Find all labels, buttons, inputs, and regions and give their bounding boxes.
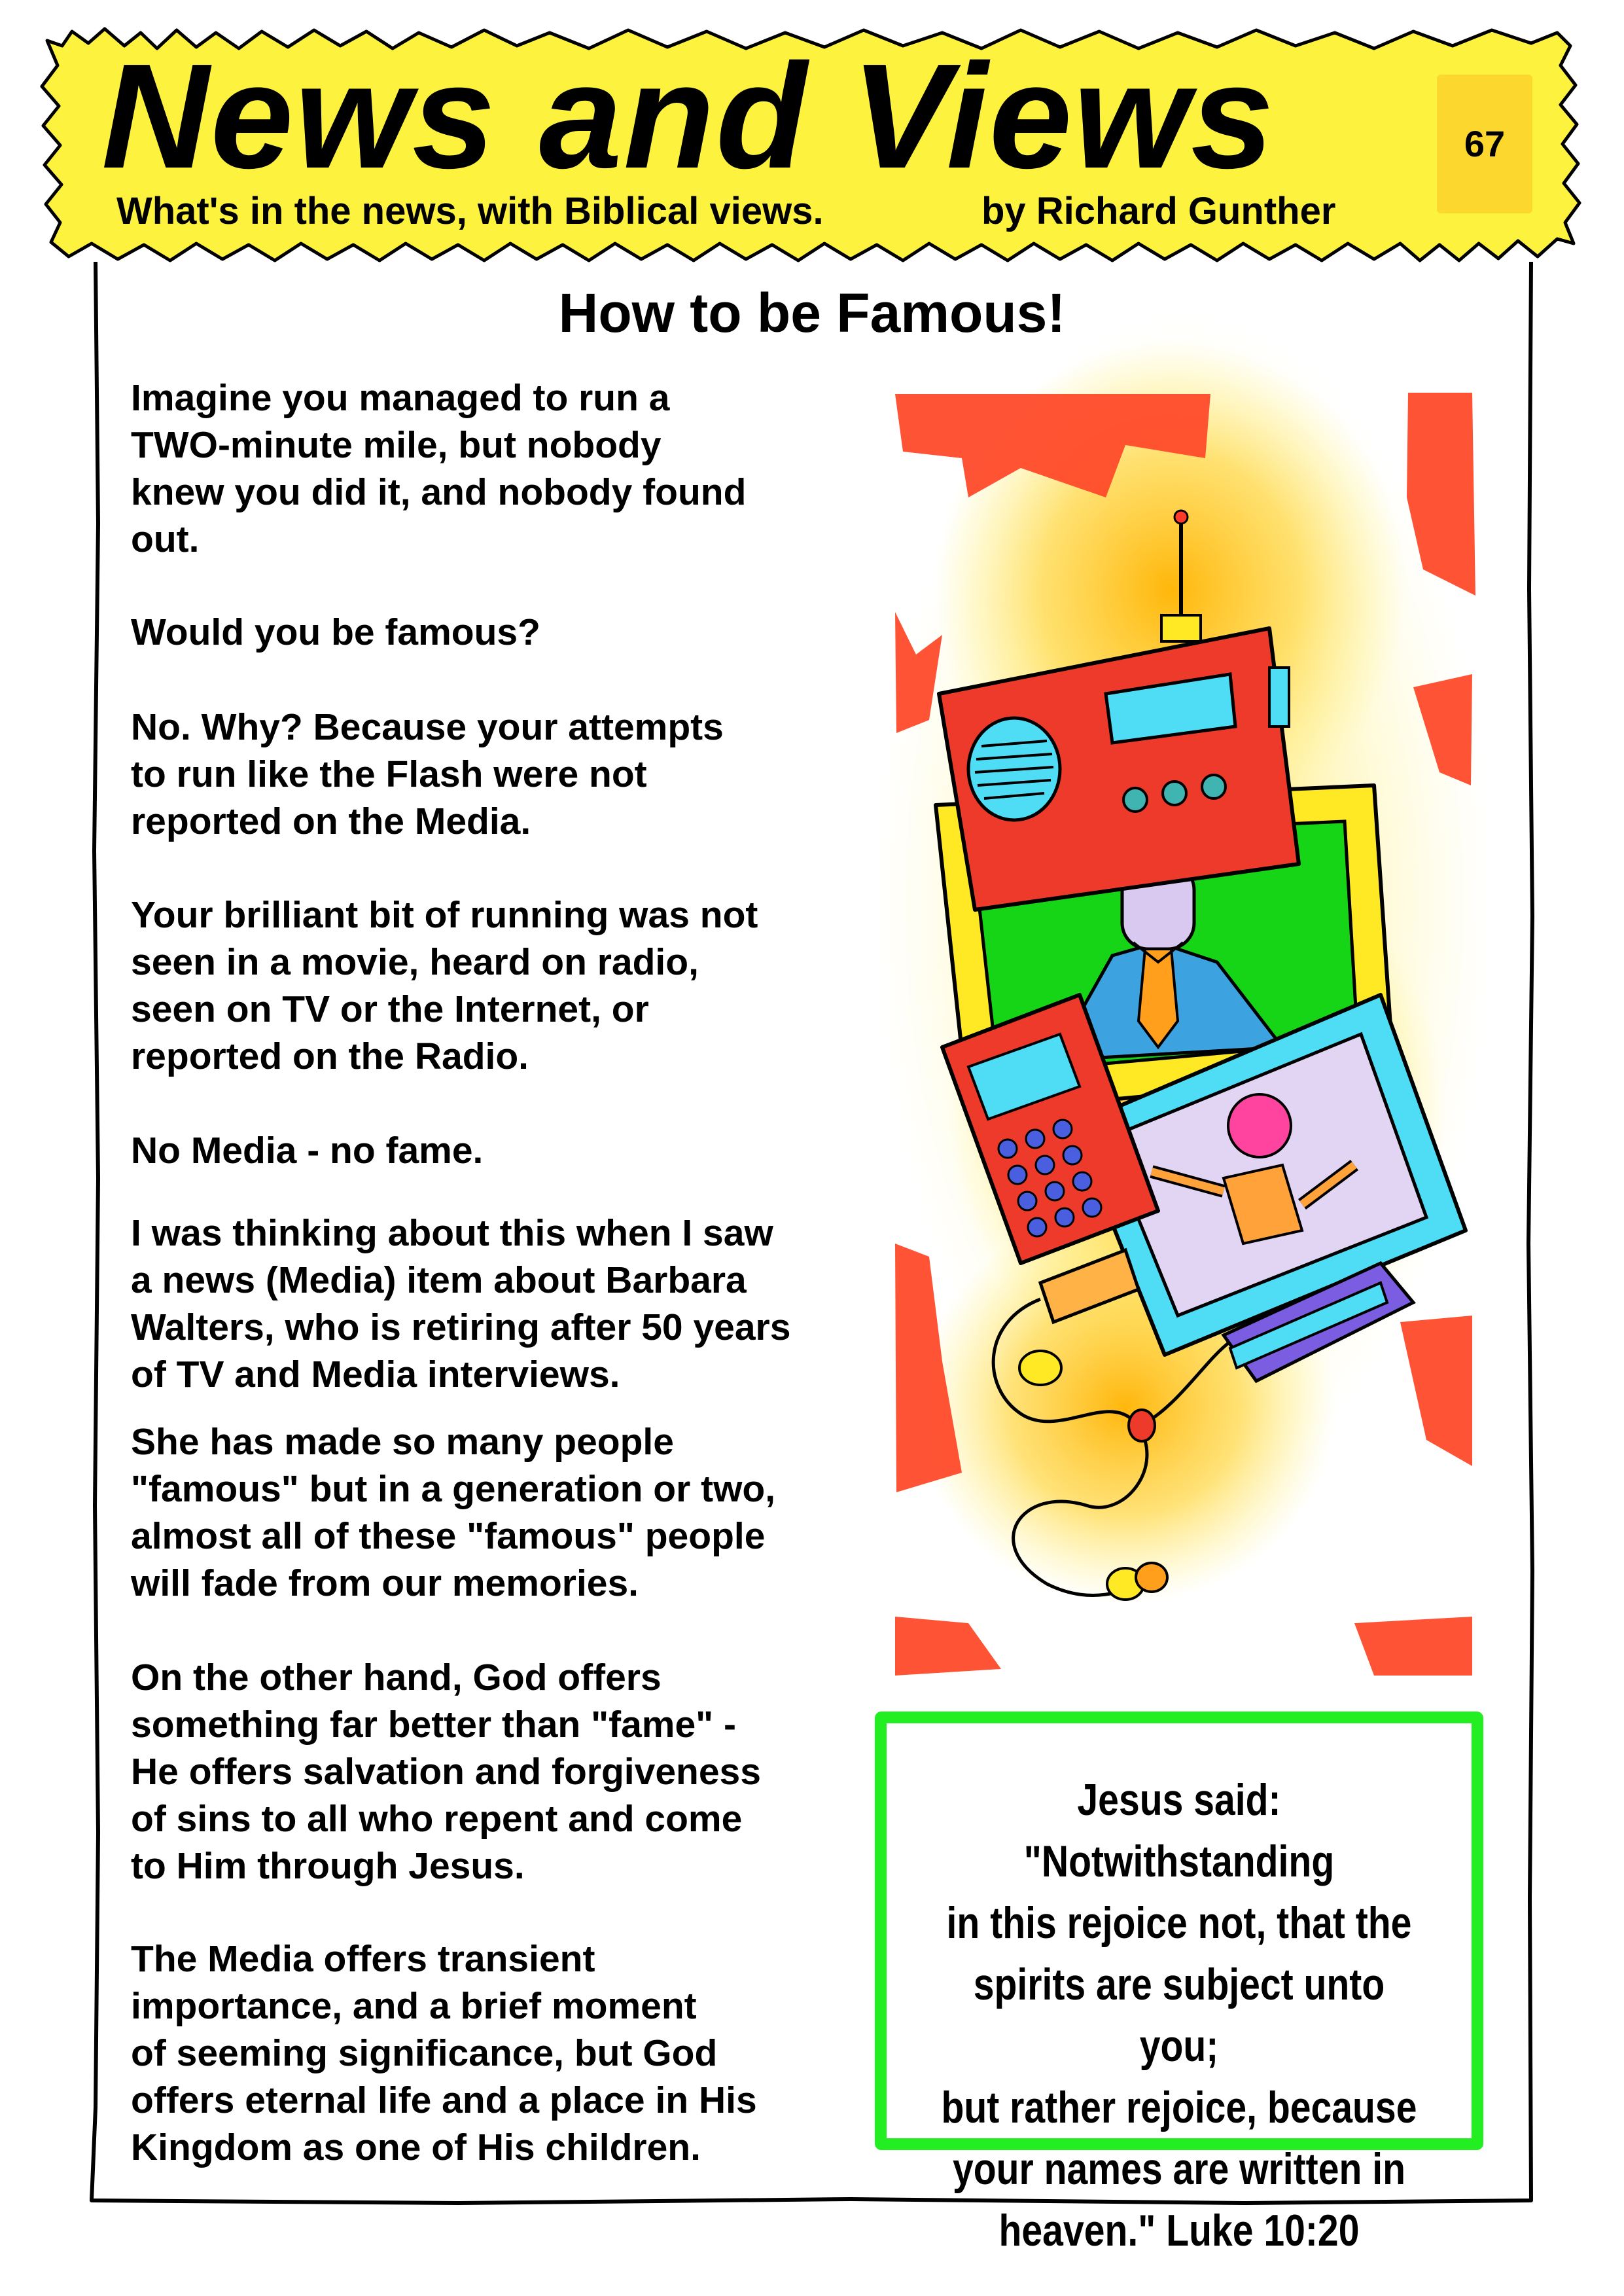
text-line: Your brilliant bit of running was not (131, 894, 758, 936)
text-line: He offers salvation and forgiveness (131, 1751, 761, 1793)
article-headline: How to be Famous! (558, 282, 1066, 344)
text-line: Would you be famous? (131, 611, 540, 653)
quote-line: but rather rejoice, because (941, 2083, 1417, 2132)
article-paragraph (131, 1654, 761, 1890)
text-line: reported on the Radio. (131, 1035, 529, 1077)
article-paragraph (131, 704, 724, 845)
text-line: of seeming significance, but God (131, 2032, 718, 2074)
text-line: of sins to all who repent and come (131, 1798, 743, 1840)
masthead-tagline: What's in the news, with Biblical views. (116, 190, 824, 232)
text-line: No. Why? Because your attempts (131, 706, 724, 748)
issue-number-badge: 67 (1437, 75, 1532, 213)
text-line: She has made so many people (131, 1421, 674, 1463)
article-paragraph (131, 609, 540, 656)
text-line: offers eternal life and a place in His (131, 2079, 757, 2121)
text-line: to run like the Flash were not (131, 753, 647, 795)
text-line: I was thinking about this when I saw (131, 1212, 773, 1254)
quote-line: Jesus said: "Notwithstanding (1023, 1775, 1335, 1886)
media-illustration (877, 314, 1505, 1695)
text-line: knew you did it, and nobody found (131, 471, 747, 513)
text-line: almost all of these "famous" people (131, 1515, 766, 1557)
text-line: out. (131, 518, 200, 560)
text-line: seen in a movie, heard on radio, (131, 941, 699, 983)
text-line: "famous" but in a generation or two, (131, 1468, 776, 1510)
text-line: No Media - no fame. (131, 1130, 484, 1172)
scripture-quote (934, 1769, 1425, 2261)
text-line: something far better than "fame" - (131, 1704, 736, 1746)
article-paragraph (131, 1418, 775, 1607)
quote-line: spirits are subject unto you; (973, 1960, 1385, 2071)
text-line: Kingdom as one of His children. (131, 2126, 701, 2168)
text-line: The Media offers transient (131, 1938, 595, 1980)
text-line: importance, and a brief moment (131, 1985, 697, 2027)
text-line: a news (Media) item about Barbara (131, 1259, 747, 1301)
text-line: will fade from our memories. (131, 1562, 639, 1604)
article-paragraph (131, 1127, 483, 1174)
text-line: Walters, who is retiring after 50 years (131, 1306, 791, 1348)
masthead-title: News and Views (101, 33, 1275, 200)
scripture-quote-box (875, 1712, 1483, 2255)
article-paragraph (131, 891, 758, 1080)
quote-line: your names are written in (952, 2144, 1406, 2194)
text-line: of TV and Media interviews. (131, 1354, 620, 1395)
quote-line: heaven." Luke 10:20 (998, 2206, 1360, 2255)
text-line: seen on TV or the Internet, or (131, 988, 649, 1030)
article-paragraph (131, 374, 746, 563)
quote-line: in this rejoice not, that the (946, 1898, 1412, 1948)
text-line: Imagine you managed to run a (131, 377, 670, 419)
text-line: to Him through Jesus. (131, 1845, 525, 1887)
text-line: On the other hand, God offers (131, 1657, 662, 1698)
article-paragraph (131, 1935, 757, 2171)
author-byline: by Richard Gunther (981, 190, 1336, 232)
text-line: TWO-minute mile, but nobody (131, 424, 662, 466)
article-paragraph (131, 1210, 790, 1398)
text-line: reported on the Media. (131, 800, 531, 842)
